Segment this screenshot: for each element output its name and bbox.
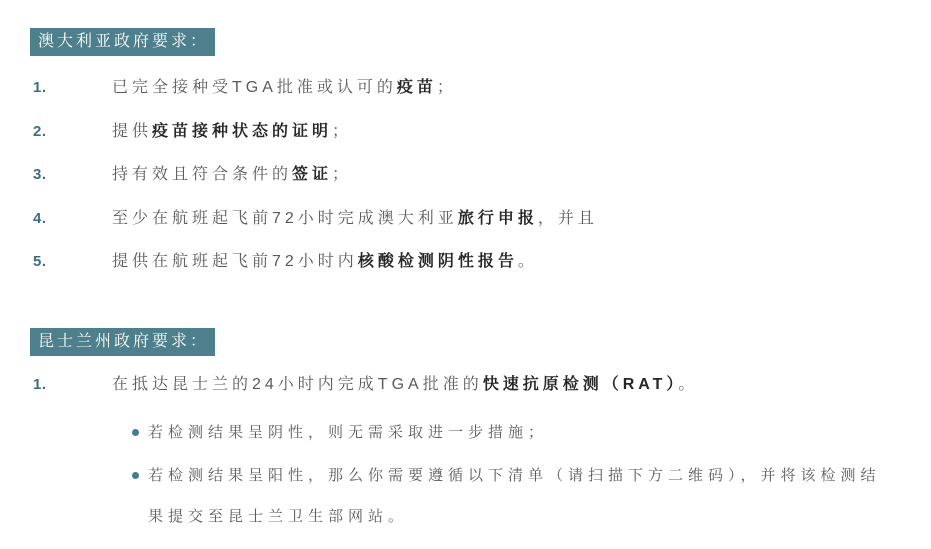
text-run-bold: 签证 <box>292 166 333 183</box>
list-item-text <box>112 163 352 187</box>
bullet-icon <box>132 429 139 436</box>
list-item-number: 1. <box>33 376 47 393</box>
list-item <box>33 373 921 397</box>
text-run-bold: 旅行申报 <box>457 210 538 227</box>
text-run-bold: 疫苗接种状态的证明 <box>152 123 333 140</box>
text-run: ； <box>332 166 353 183</box>
list-item <box>33 120 921 144</box>
list-item-number: 5. <box>33 253 47 270</box>
list-item <box>33 76 921 100</box>
text-run: 在抵达昆士兰的24小时内完成TGA批准的 <box>112 376 483 393</box>
section-heading: 昆士兰州政府要求： <box>30 328 215 356</box>
text-run: 已完全接种受TGA批准或认可的 <box>112 79 397 96</box>
list-item-text <box>112 373 698 397</box>
bullet-icon <box>132 472 139 479</box>
text-run: ； <box>332 123 353 140</box>
list-item-text <box>112 120 352 144</box>
list-item <box>33 163 921 187</box>
bullet-text <box>148 412 548 453</box>
section-heading: 澳大利亚政府要求： <box>30 28 215 56</box>
text-run-bold: 核酸检测阴性报告 <box>357 253 518 270</box>
text-run: 。 <box>678 376 699 393</box>
text-run: ，并且 <box>537 210 598 227</box>
text-run: 持有效且符合条件的 <box>112 166 293 183</box>
list-item-number: 1. <box>33 79 47 96</box>
bullet-item <box>132 412 548 453</box>
text-run: ； <box>436 79 457 96</box>
text-run: 提供 <box>112 123 153 140</box>
list-item-number: 4. <box>33 210 47 227</box>
text-run-bold: 疫苗 <box>396 79 437 96</box>
list-item-number: 2. <box>33 123 47 140</box>
text-run: 若检测结果呈阳性，那么你需要遵循以下清单（请扫描下方二维码），并将该检测结果提交至昆士兰卫生部网站。 <box>148 467 881 525</box>
list-item-number: 3. <box>33 166 47 183</box>
list-item-text <box>112 250 538 274</box>
list-item <box>33 207 921 231</box>
list-item-text <box>112 207 598 231</box>
text-run-bold: 快速抗原检测（RAT） <box>482 376 679 393</box>
bullet-item <box>132 455 881 537</box>
bullet-text <box>148 455 881 537</box>
text-run: 至少在航班起飞前72小时完成澳大利亚 <box>112 210 458 227</box>
list-item-text <box>112 76 457 100</box>
text-run: 。 <box>517 253 538 270</box>
list-item <box>33 250 921 274</box>
text-run: 提供在航班起飞前72小时内 <box>112 253 358 270</box>
text-run: 若检测结果呈阴性，则无需采取进一步措施； <box>148 424 549 441</box>
